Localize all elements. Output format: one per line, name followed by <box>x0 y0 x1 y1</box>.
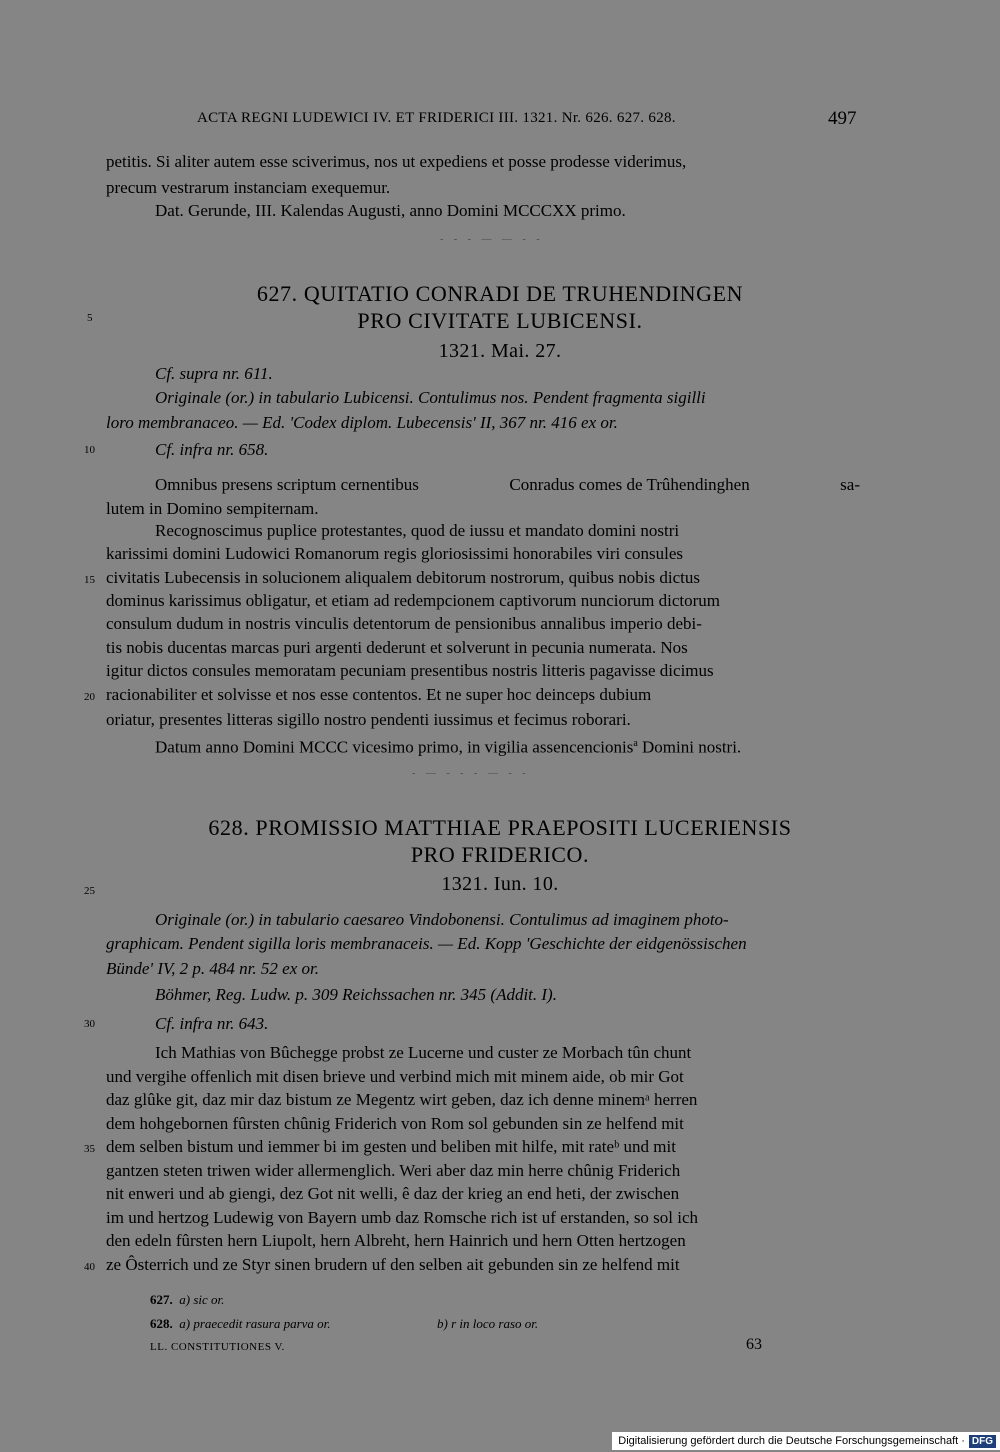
text-line: dem hohgebornen fûrsten chûnig Friderich von Rom sol gebunden sin ze helfend mit <box>106 1114 684 1133</box>
text-line: oriatur, presentes litteras sigillo nostro pendenti iussimus et fecimus roborari. <box>106 710 631 729</box>
source-note: graphicam. Pendent sigilla loris membranaceis. — Ed. Kopp 'Geschichte der eidgenössischen <box>106 934 747 953</box>
footnote-628: 628. a) praecedit rasura parva or. <box>150 1316 331 1331</box>
running-title: ACTA REGNI LUDEWICI IV. ET FRIDERICI III. 1321. Nr. 626. 627. 628. <box>197 110 676 126</box>
line-number: 25 <box>84 885 95 897</box>
dating-clause: Datum anno Domini MCCC vicesimo primo, in vigilia assencencionis$^a$ Domini nostri. <box>155 737 742 757</box>
source-note: loro membranaceo. — Ed. 'Codex diplom. Lubecensis' II, 367 nr. 416 ex or. <box>106 413 618 432</box>
separator: - — - - - — - - <box>412 768 530 779</box>
document-title-628: 628. PROMISSIO MATTHIAE PRAEPOSITI LUCERIENSIS <box>208 815 792 840</box>
cross-reference: Cf. supra nr. 611. <box>155 364 273 383</box>
text-line: petitis. Si aliter autem esse sciverimus, nos ut expediens et posse prodesse viderimus, <box>106 152 687 171</box>
text-line: dem selben bistum und iemmer bi im gesten und beliben mit hilfe, mit rateᵇ und mit <box>106 1137 676 1156</box>
document-date-627: 1321. Mai. 27. <box>438 340 562 362</box>
text-line: Ich Mathias von Bûchegge probst ze Lucerne und custer ze Morbach tûn chunt <box>155 1043 692 1062</box>
line-number: 40 <box>84 1261 95 1273</box>
text-line: daz glûke git, daz mir daz bistum ze Megentz wirt geben, daz ich denne minemᵃ herren <box>106 1090 698 1109</box>
cross-reference: Cf. infra nr. 658. <box>155 440 269 459</box>
funding-banner <box>612 1432 1000 1450</box>
line-number: 10 <box>84 444 95 456</box>
text-line: ze Ôsterrich und ze Styr sinen brudern uf den selben ait gebunden sin ze helfend mit <box>106 1255 680 1274</box>
document-title-627: 627. QUITATIO CONRADI DE TRUHENDINGEN <box>256 281 744 306</box>
text-line: nit enweri und ab giengi, dez Got nit welli, ê daz der krieg an end heti, der zwischen <box>106 1184 680 1203</box>
source-note: Originale (or.) in tabulario Lubicensi. Contulimus nos. Pendent fragmenta sigilli <box>155 388 706 407</box>
document-date-628: 1321. Iun. 10. <box>441 873 559 895</box>
dating-clause: Dat. Gerunde, III. Kalendas Augusti, anno Domini MCCCXX primo. <box>155 201 626 220</box>
footnote-627: 627. a) sic or. <box>150 1292 225 1307</box>
text-line: igitur dictos consules memoratam pecuniam presentibus nostris litteris pagavisse dicimus <box>106 661 714 680</box>
line-number: 15 <box>84 574 95 586</box>
document-title-628-line2: PRO FRIDERICO. <box>410 842 590 867</box>
line-number: 30 <box>84 1018 95 1030</box>
source-note: Originale (or.) in tabulario caesareo Vindobonensi. Contulimus ad imaginem photo- <box>155 910 729 929</box>
document-title-627-line2: PRO CIVITATE LUBICENSI. <box>357 308 643 333</box>
signature-number: 63 <box>746 1336 762 1353</box>
text-line: racionabiliter et solvisse et nos esse contentos. Et ne super hoc deinceps dubium <box>106 685 652 704</box>
text-line: im und hertzog Ludewig von Bayern umb daz Romsche rich ist uf erstanden, so sol ich <box>106 1208 699 1227</box>
text-line: gantzen steten triwen wider allermenglich. Weri aber daz min herre chûnig Friderich <box>106 1161 681 1180</box>
text-line: Recognoscimus puplice protestantes, quod de iussu et mandato domini nostri <box>155 521 680 540</box>
text-line: lutem in Domino sempiternam. <box>106 499 319 518</box>
text-line: civitatis Lubecensis in solucionem aliqualem debitorum nostrorum, quibus nobis dictus <box>106 568 700 587</box>
text-line: consulum dudum in nostris vinculis detentorum de pensionibus annalibus imperio debi- <box>106 614 702 633</box>
funding-text: Digitalisierung gefördert durch die Deutsche Forschungsgemeinschaft <box>618 1435 959 1447</box>
page-number: 497 <box>828 108 857 129</box>
source-note: Bünde' IV, 2 p. 484 nr. 52 ex or. <box>106 959 319 978</box>
text-line: tis nobis ducentas marcas puri argenti dederunt et solverunt in pecunia numerata. Nos <box>106 638 688 657</box>
line-number: 5 <box>87 312 93 324</box>
footnote-628-b: b) r in loco raso or. <box>437 1316 539 1331</box>
cross-reference: Cf. infra nr. 643. <box>155 1014 269 1033</box>
footnote-marker: a <box>633 738 638 749</box>
banner-separator: · <box>961 1435 965 1447</box>
regesta-reference: Böhmer, Reg. Ludw. p. 309 Reichssachen nr. 345 (Addit. I). <box>155 985 557 1004</box>
signature-mark: LL. CONSTITUTIONES V. <box>150 1341 285 1353</box>
text-line: karissimi domini Ludowici Romanorum regis gloriosissimi honorabiles viri consules <box>106 544 684 563</box>
text-line: dominus karissimus obligatur, et etiam ad redempcionem captivorum nunciorum dictorum <box>106 591 721 610</box>
line-number: 35 <box>84 1143 95 1155</box>
salutation: Omnibus presens scriptum cernentibus Conradus comes de Trûhendinghen sa- <box>155 475 860 494</box>
separator: - - - — — - - <box>440 234 544 245</box>
dfg-logo-icon: DFG <box>969 1435 996 1448</box>
text-line: den edeln fûrsten hern Liupolt, hern Albreht, hern Hainrich und hern Otten hertzogen <box>106 1231 686 1250</box>
text-line: und vergihe offenlich mit disen brieve und verbind mich mit minem aide, ob mir Got <box>106 1067 684 1086</box>
text-line: precum vestrarum instanciam exequemur. <box>106 178 391 197</box>
line-number: 20 <box>84 691 95 703</box>
